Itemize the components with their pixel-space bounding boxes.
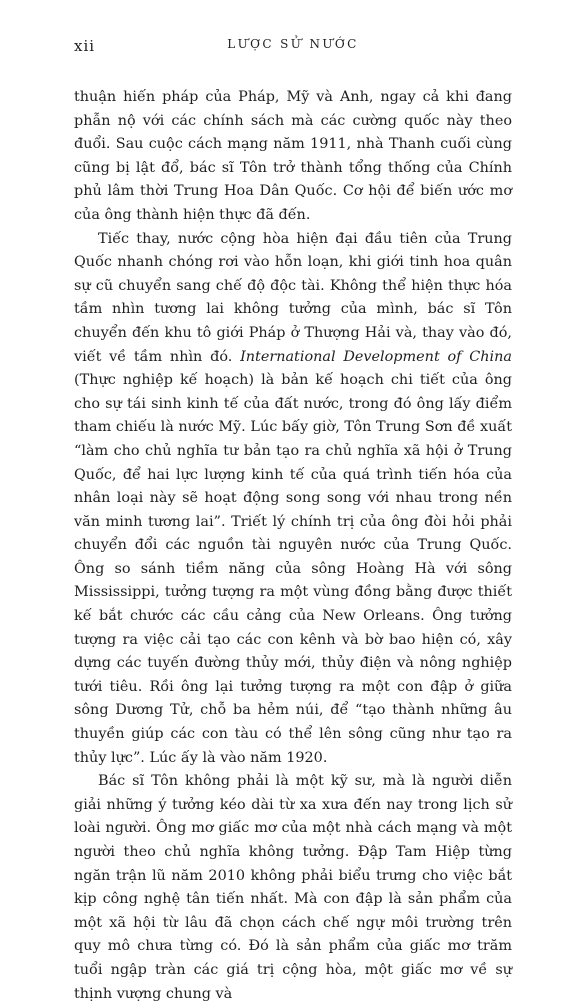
paragraph-2 — [74, 228, 512, 771]
paragraph-2-end: (Thực nghiệp kế hoạch) là bản kế hoạch chi tiết của ông cho sự tái sinh kinh tế của đất nước, trong đó ông lấy điểm tham chiếu là nước Mỹ. Lúc bấy giờ, Tôn Trung Sơn đề xuất “làm cho chủ nghĩa tư bản tạo ra chủ nghĩa xã hội ở Trung Quốc, để hai lực lượng kinh tế của quá trình tiến hóa của nhân loại này sẽ hoạt động song song với nhau trong nền văn minh tương lai”. Triết lý chính trị của ông đòi hỏi phải chuyển đổi các nguồn tài nguyên nước của Trung Quốc. Ông so sánh tiềm năng của sông Hoàng Hà với sông Mississippi, tưởng tượng ra một vùng đồng bằng được thiết kế bắt chước các cầu cảng của New Orleans. Ông tưởng tượng ra việc cải tạo các con kênh và bờ bao hiện có, xây dựng các tuyến đường thủy mới, thủy điện và nông nghiệp tưới tiêu. Rồi ông lại tưởng tượng ra một con đập ở giữa sông Dương Tử, chỗ ba hẻm núi, để “tạo thành những âu thuyền giúp các con tàu có thể lên sông cũng như tạo ra thủy lực”. Lúc ấy là vào năm 1920. — [74, 372, 512, 766]
paragraph-3: Bác sĩ Tôn không phải là một kỹ sư, mà là người diễn giải những ý tưởng kéo dài từ xa xưa đến nay trong lịch sử loài người. Ông mơ giấc mơ của một nhà cách mạng và một người theo chủ nghĩa không tưởng. Đập Tam Hiệp từng ngăn trận lũ năm 2010 không phải biểu trưng cho việc bắt kịp công nghệ tân tiến nhất. Mà con đập là sản phẩm của một xã hội từ lâu đã chọn cách chế ngự môi trường trên quy mô chưa từng có. Đó là sản phẩm của giấc mơ trăm tuổi ngập tràn các giá trị cộng hòa, một giấc mơ về sự thịnh vượng chung và — [74, 773, 512, 1002]
book-title: International Development of China — [240, 348, 512, 365]
running-head: LƯỢC SỬ NƯỚC — [227, 37, 359, 51]
body-text — [74, 86, 512, 1006]
page-number: xii — [74, 37, 96, 55]
paragraph-1: thuận hiến pháp của Pháp, Mỹ và Anh, ngay cả khi đang phẫn nộ với các chính sách mà các cường quốc này theo đuổi. Sau cuộc cách mạng năm 1911, nhà Thanh cuối cùng cũng bị lật đổ, bác sĩ Tôn trở thành tổng thống của Chính phủ lâm thời Trung Hoa Dân Quốc. Cơ hội để biến ước mơ của ông thành hiện thực đã đến. — [74, 89, 512, 223]
paragraph-2-start: Tiếc thay, nước cộng hòa hiện đại đầu tiên của Trung Quốc nhanh chóng rơi vào hỗn loạn, khi giới tinh hoa quân sự cũ chuyển sang chế độ độc tài. Không thể hiện thực hóa tầm nhìn tương lai không tưởng của mình, bác sĩ Tôn chuyển đến khu tô giới Pháp ở Thượng Hải và, thay vào đó, viết về tầm nhìn đó. — [74, 230, 512, 365]
